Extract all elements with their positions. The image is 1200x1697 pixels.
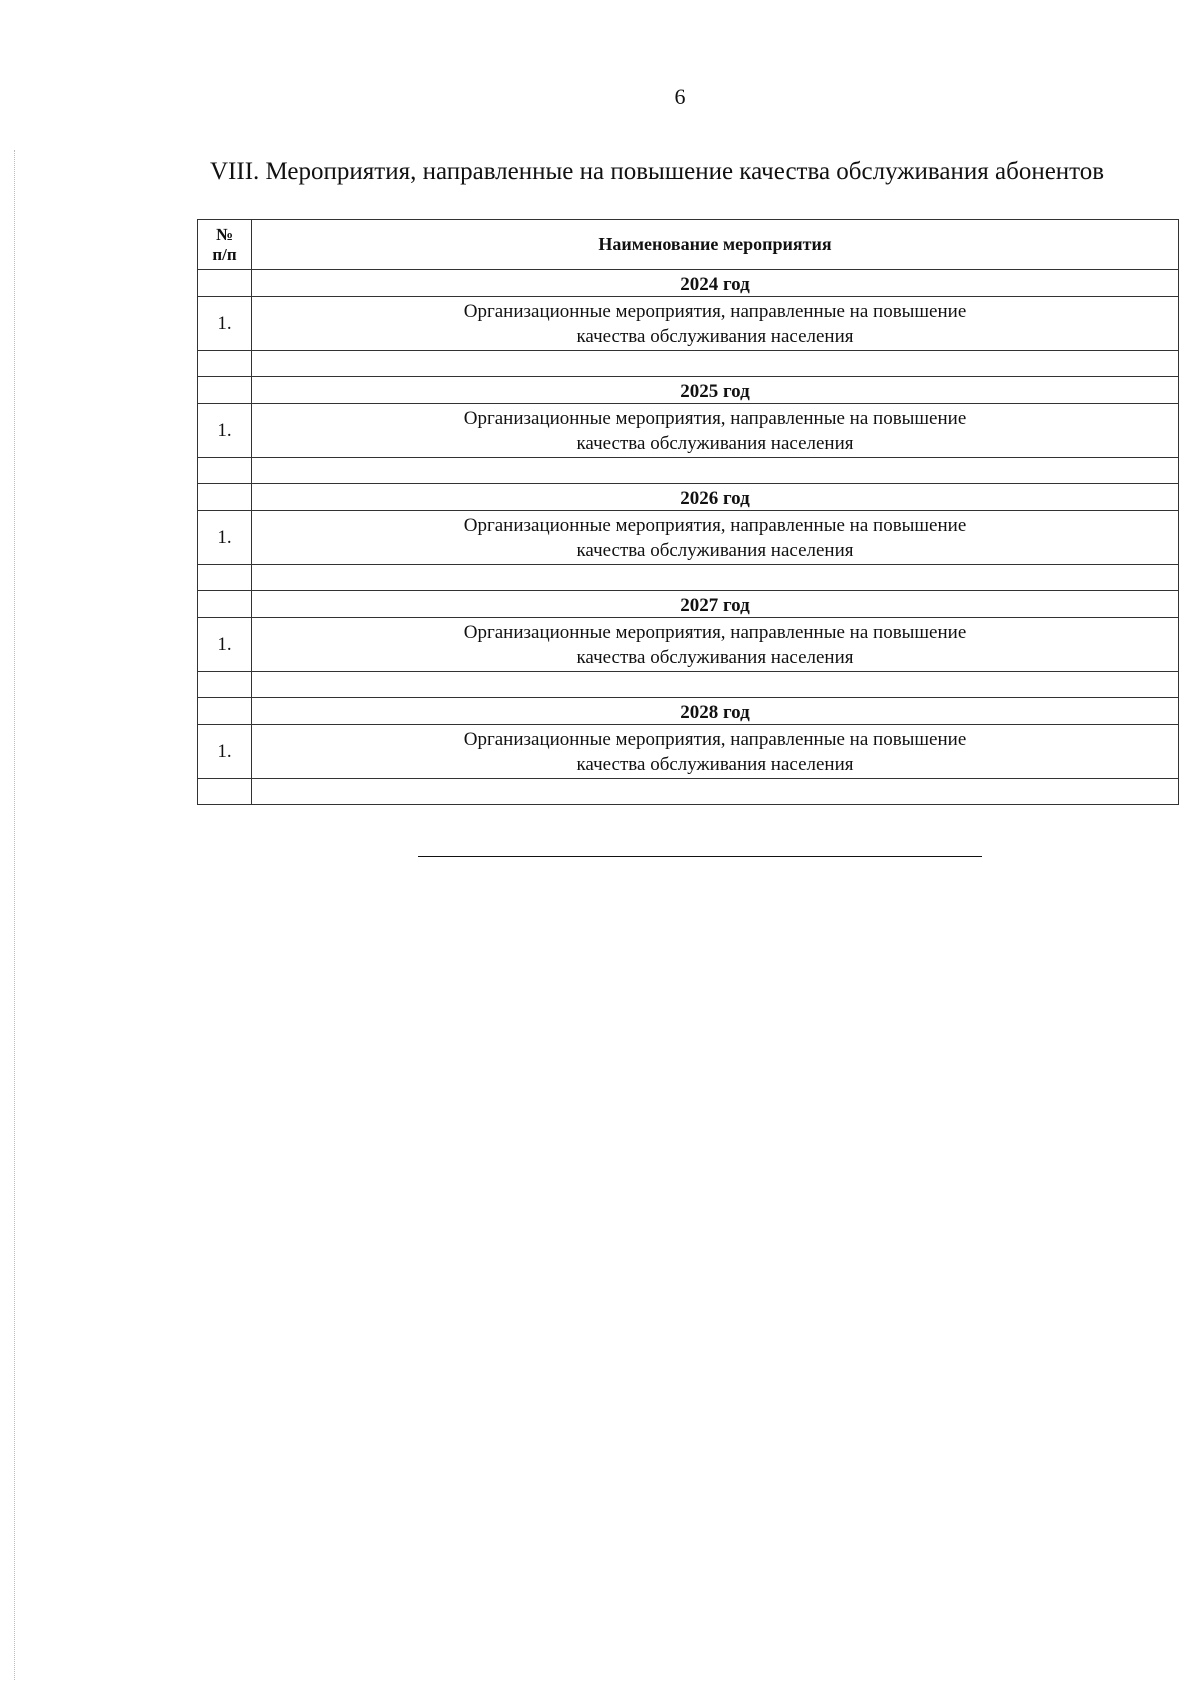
- closing-line: [418, 856, 982, 857]
- year-label: 2024 год: [252, 270, 1179, 297]
- year-row: [198, 591, 1179, 618]
- empty-cell: [198, 565, 252, 591]
- item-number: 1.: [198, 725, 252, 779]
- section-title: VIII. Мероприятия, направленные на повышение качества обслуживания абонентов: [210, 158, 1105, 185]
- item-name-line: качества обслуживания населения: [576, 646, 854, 668]
- scan-margin-marks: [14, 150, 17, 1680]
- empty-row: [198, 565, 1179, 591]
- year-label: 2025 год: [252, 377, 1179, 404]
- item-name-line: качества обслуживания населения: [576, 753, 854, 775]
- empty-cell: [252, 458, 1179, 484]
- item-number: 1.: [198, 618, 252, 672]
- empty-cell: [252, 351, 1179, 377]
- header-num-symbol: №: [215, 224, 234, 244]
- measures-table: [197, 219, 1179, 805]
- table-row: [198, 297, 1179, 351]
- table-row: [198, 725, 1179, 779]
- header-num-label: п/п: [212, 244, 237, 264]
- table-row: [198, 404, 1179, 458]
- header-name-cell: Наименование мероприятия: [252, 220, 1179, 270]
- item-name-line: Организационные мероприятия, направленные на повышение: [463, 514, 967, 536]
- empty-cell: [198, 672, 252, 698]
- year-num-cell: [198, 484, 252, 511]
- table-body: [198, 220, 1179, 805]
- item-name-cell: [252, 618, 1179, 672]
- header-num-cell: [198, 220, 252, 270]
- item-number: 1.: [198, 297, 252, 351]
- table-row: [198, 511, 1179, 565]
- year-row: [198, 484, 1179, 511]
- item-number: 1.: [198, 511, 252, 565]
- year-label: 2028 год: [252, 698, 1179, 725]
- empty-row: [198, 458, 1179, 484]
- year-row: [198, 698, 1179, 725]
- item-name-line: Организационные мероприятия, направленные на повышение: [463, 728, 967, 750]
- year-label: 2027 год: [252, 591, 1179, 618]
- item-name-line: качества обслуживания населения: [576, 539, 854, 561]
- empty-cell: [198, 351, 252, 377]
- table-row: [198, 618, 1179, 672]
- empty-cell: [198, 458, 252, 484]
- empty-cell: [252, 565, 1179, 591]
- item-name-cell: [252, 297, 1179, 351]
- item-name-line: качества обслуживания населения: [576, 432, 854, 454]
- year-num-cell: [198, 270, 252, 297]
- item-name-line: Организационные мероприятия, направленные на повышение: [463, 621, 967, 643]
- table-header-row: [198, 220, 1179, 270]
- empty-cell: [252, 672, 1179, 698]
- item-number: 1.: [198, 404, 252, 458]
- page-number: 6: [674, 84, 686, 109]
- year-label: 2026 год: [252, 484, 1179, 511]
- item-name-cell: [252, 725, 1179, 779]
- year-row: [198, 270, 1179, 297]
- empty-row: [198, 351, 1179, 377]
- item-name-cell: [252, 404, 1179, 458]
- year-num-cell: [198, 698, 252, 725]
- item-name-line: Организационные мероприятия, направленные на повышение: [463, 300, 967, 322]
- year-num-cell: [198, 377, 252, 404]
- item-name-cell: [252, 511, 1179, 565]
- year-row: [198, 377, 1179, 404]
- empty-cell: [252, 779, 1179, 805]
- empty-cell: [198, 779, 252, 805]
- empty-row: [198, 779, 1179, 805]
- year-num-cell: [198, 591, 252, 618]
- empty-row: [198, 672, 1179, 698]
- item-name-line: качества обслуживания населения: [576, 325, 854, 347]
- item-name-line: Организационные мероприятия, направленные на повышение: [463, 407, 967, 429]
